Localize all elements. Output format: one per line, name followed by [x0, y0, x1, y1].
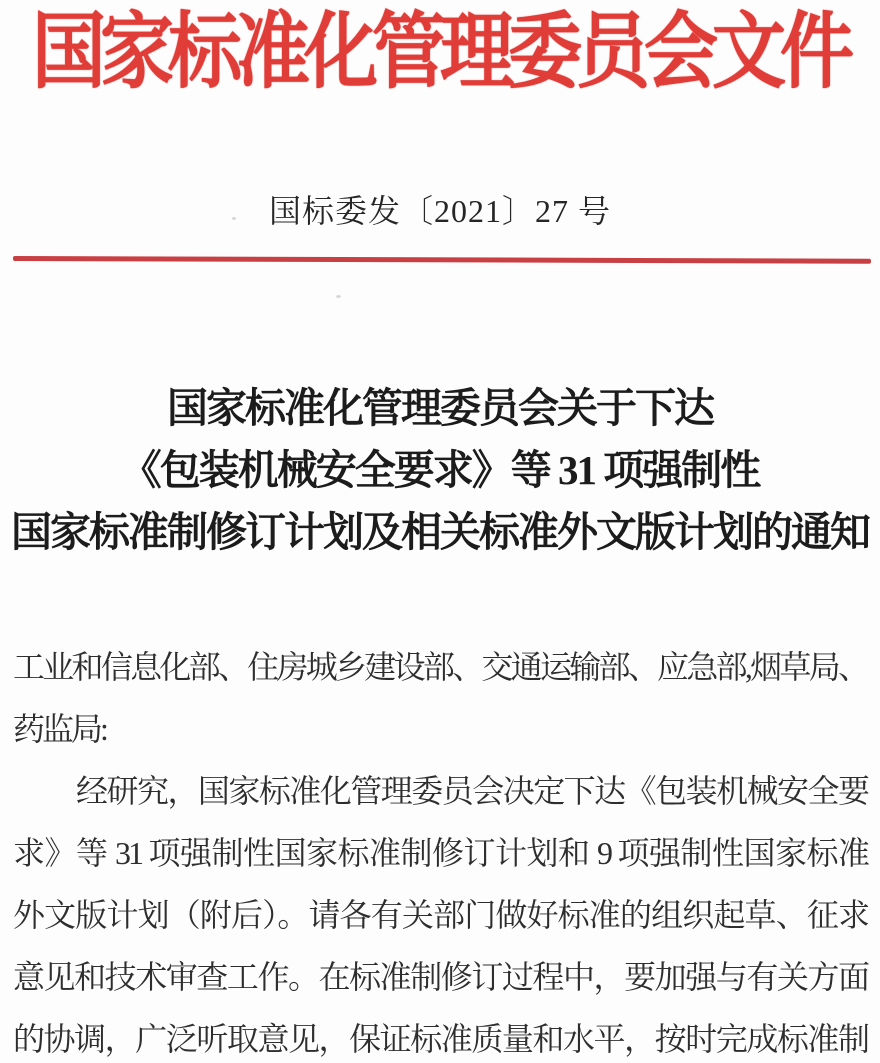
paragraph-line-5: 的协调，广泛听取意见，保证标准质量和水平，按时完成标准制 — [13, 1021, 867, 1057]
agency-header-title: 国家标准化管理委员会文件 — [32, 7, 848, 99]
red-divider-line — [13, 256, 871, 264]
paragraph-line-3: 外文版计划（附后）。请各有关部门做好标准的组织起草、征求 — [13, 897, 867, 933]
scan-speck — [336, 295, 341, 298]
addressee-line-2: 药监局: — [13, 711, 106, 747]
title-line-2: 《包装机械安全要求》等 31 项强制性 — [120, 447, 760, 493]
title-line-1: 国家标准化管理委员会关于下达 — [167, 385, 713, 431]
scan-speck — [232, 217, 236, 220]
document-body — [13, 636, 867, 1063]
document-title — [0, 377, 880, 563]
document-reference-number: 国标委发〔2021〕27 号 — [268, 193, 611, 229]
addressee-line-1: 工业和信息化部、住房城乡建设部、交通运输部、应急部,烟草局、 — [13, 649, 867, 685]
paragraph-line-2: 求》等 31 项强制性国家标准制修订计划和 9 项强制性国家标准 — [13, 835, 867, 871]
paragraph-line-4: 意见和技术审查工作。在标准制修订过程中，要加强与有关方面 — [13, 959, 867, 995]
paragraph-line-1: 经研究，国家标准化管理委员会决定下达《包装机械安全要 — [76, 773, 867, 809]
title-line-3: 国家标准制修订计划及相关标准外文版计划的通知 — [11, 509, 869, 555]
